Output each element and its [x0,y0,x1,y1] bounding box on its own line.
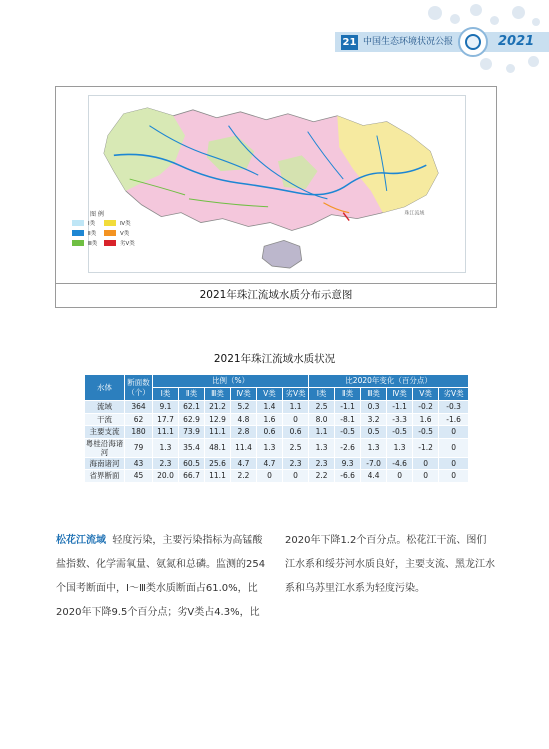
ratio-cell: 1.3 [257,438,283,457]
change-cell: -4.6 [387,457,413,470]
ratio-cell: 0 [283,470,309,483]
body-text-right: 2020年下降1.2个百分点。松花江干流、图们江水系和绥芬河水质良好，主要支流、黑龙江水系和乌苏里江水系为轻度污染。 [285,535,495,594]
legend-label: Ⅴ类 [120,231,130,237]
ratio-cell: 2.3 [153,457,179,470]
table-row [85,426,469,439]
row-name: 海南诸河 [85,457,125,470]
legend-swatch [72,220,84,226]
ratio-cell: 11.1 [153,426,179,439]
ratio-cell: 4.7 [231,457,257,470]
change-cell: -3.3 [387,413,413,426]
change-cell: -0.5 [387,426,413,439]
row-name: 粤桂沿海诸河 [85,438,124,457]
decor-dot [470,4,482,16]
ratio-cell: 35.4 [179,438,205,457]
body-column-right [285,529,495,601]
legend-item [104,239,135,247]
header-class: Ⅲ类 [361,388,387,401]
table-row [85,413,469,426]
legend-label: 劣Ⅴ类 [120,241,135,247]
change-cell: 2.5 [309,401,335,414]
change-cell: -8.1 [335,413,361,426]
ratio-cell: 66.7 [179,470,205,483]
caption-divider [56,283,496,284]
header-class: Ⅴ类 [413,388,439,401]
header-section-count: 断面数（个） [125,375,153,401]
ratio-cell: 0 [283,413,309,426]
page-number: 21 [342,37,357,48]
table-row [85,470,469,483]
change-cell: -1.1 [335,401,361,414]
change-cell: 0.5 [361,426,387,439]
legend-label: Ⅰ类 [88,221,96,227]
change-cell: 3.2 [361,413,387,426]
decor-dot [428,6,442,20]
change-cell: 4.4 [361,470,387,483]
change-cell: -0.3 [439,401,469,414]
ratio-cell: 11.4 [231,438,257,457]
row-count: 364 [125,401,153,414]
change-cell: 1.3 [309,438,335,457]
ratio-cell: 20.0 [153,470,179,483]
decor-dot [450,14,460,24]
ratio-cell: 11.1 [205,426,231,439]
ratio-cell: 5.2 [231,401,257,414]
change-cell: 0 [439,457,469,470]
header-class: Ⅰ类 [309,388,335,401]
ratio-cell: 2.3 [283,457,309,470]
table-row [85,401,469,414]
legend-item [104,219,131,227]
header-change-group: 比2020年变化（百分点） [309,375,469,388]
ratio-cell: 62.9 [179,413,205,426]
header-class: Ⅳ类 [231,388,257,401]
ratio-cell: 25.6 [205,457,231,470]
change-cell: -2.6 [335,438,361,457]
legend-swatch [104,220,116,226]
ratio-cell: 4.7 [257,457,283,470]
decor-dot [506,64,515,73]
header-class: 劣Ⅴ类 [283,388,309,401]
ratio-cell: 2.8 [231,426,257,439]
header-class: 劣Ⅴ类 [439,388,469,401]
change-cell: -1.6 [439,413,469,426]
legend-title: 图 例 [90,211,104,218]
row-count: 79 [125,438,153,457]
row-count: 180 [125,426,153,439]
ratio-cell: 4.8 [231,413,257,426]
legend-label: Ⅲ类 [88,241,98,247]
header-class: Ⅱ类 [335,388,361,401]
ratio-cell: 48.1 [205,438,231,457]
decor-dot [480,58,492,70]
header-ratio-group: 比例（%） [153,375,309,388]
ratio-cell: 1.6 [257,413,283,426]
header-ring-inner [465,34,481,50]
decor-dot [512,6,525,19]
legend-label: Ⅱ类 [88,231,97,237]
change-cell: 1.3 [387,438,413,457]
change-cell: -0.2 [413,401,439,414]
change-cell: 0 [439,470,469,483]
ratio-cell: 1.1 [283,401,309,414]
ratio-cell: 11.1 [205,470,231,483]
legend-swatch [104,230,116,236]
table-row [85,457,469,470]
row-name: 主要支流 [85,426,125,439]
map-corner-label: 珠江流域 [404,210,425,217]
ratio-cell: 0.6 [257,426,283,439]
body-column-left [56,529,266,625]
change-cell: 0.3 [361,401,387,414]
map-legend [62,209,140,265]
decor-dot [490,16,499,25]
ratio-cell: 60.5 [179,457,205,470]
ratio-cell: 2.2 [231,470,257,483]
report-year: 2021 [498,34,535,49]
header-water-body: 水体 [85,375,125,401]
ratio-cell: 1.4 [257,401,283,414]
ratio-cell: 73.9 [179,426,205,439]
row-count: 43 [125,457,153,470]
change-cell: -1.2 [413,438,439,457]
change-cell: -0.5 [335,426,361,439]
change-cell: 0 [439,438,469,457]
change-cell: 0 [439,426,469,439]
pearl-river-basin-map [88,95,466,273]
legend-swatch [72,230,84,236]
legend-swatch [104,240,116,246]
ratio-cell: 0 [257,470,283,483]
change-cell: -0.5 [413,426,439,439]
change-cell: 0 [387,470,413,483]
row-name: 流域 [85,401,125,414]
change-cell: -1.1 [387,401,413,414]
row-name: 省界断面 [85,470,125,483]
report-title: 中国生态环境状况公报 [363,37,454,47]
header-class: Ⅳ类 [387,388,413,401]
ratio-cell: 2.5 [283,438,309,457]
ratio-cell: 62.1 [179,401,205,414]
header-class: Ⅱ类 [179,388,205,401]
decor-dot [528,56,539,67]
ratio-cell: 12.9 [205,413,231,426]
water-quality-table [84,374,469,483]
change-cell: 0 [413,470,439,483]
change-cell: 1.1 [309,426,335,439]
legend-item [72,229,96,237]
change-cell: -7.0 [361,457,387,470]
ratio-cell: 21.2 [205,401,231,414]
ratio-cell: 0.6 [283,426,309,439]
map-figure [55,86,497,308]
change-cell: -6.6 [335,470,361,483]
legend-item [72,239,97,247]
ratio-cell: 17.7 [153,413,179,426]
change-cell: 8.0 [309,413,335,426]
change-cell: 2.2 [309,470,335,483]
figure-caption: 2021年珠江流域水质分布示意图 [199,289,353,301]
header-class: Ⅴ类 [257,388,283,401]
row-name: 干流 [85,413,125,426]
change-cell: 2.3 [309,457,335,470]
change-cell: 0 [413,457,439,470]
header-class: Ⅰ类 [153,388,179,401]
row-count: 45 [125,470,153,483]
body-text-left: 轻度污染，主要污染指标为高锰酸盐指数、化学需氧量、氨氮和总磷。监测的254个国考断面中，Ⅰ～Ⅲ类水质断面占61.0%，比2020年下降9.5个百分点；劣Ⅴ类占4.3%，比 [56,535,266,618]
legend-swatch [72,240,84,246]
legend-label: Ⅳ类 [120,221,131,227]
legend-item [104,229,129,237]
section-lead: 松花江流域 [56,535,106,546]
decor-dot [532,18,540,26]
change-cell: 1.3 [361,438,387,457]
legend-item [72,219,95,227]
header-class: Ⅲ类 [205,388,231,401]
table-row [85,438,469,457]
change-cell: 1.6 [413,413,439,426]
row-count: 62 [125,413,153,426]
ratio-cell: 9.1 [153,401,179,414]
ratio-cell: 1.3 [153,438,179,457]
table-title: 2021年珠江流域水质状况 [213,353,336,365]
change-cell: 9.3 [335,457,361,470]
